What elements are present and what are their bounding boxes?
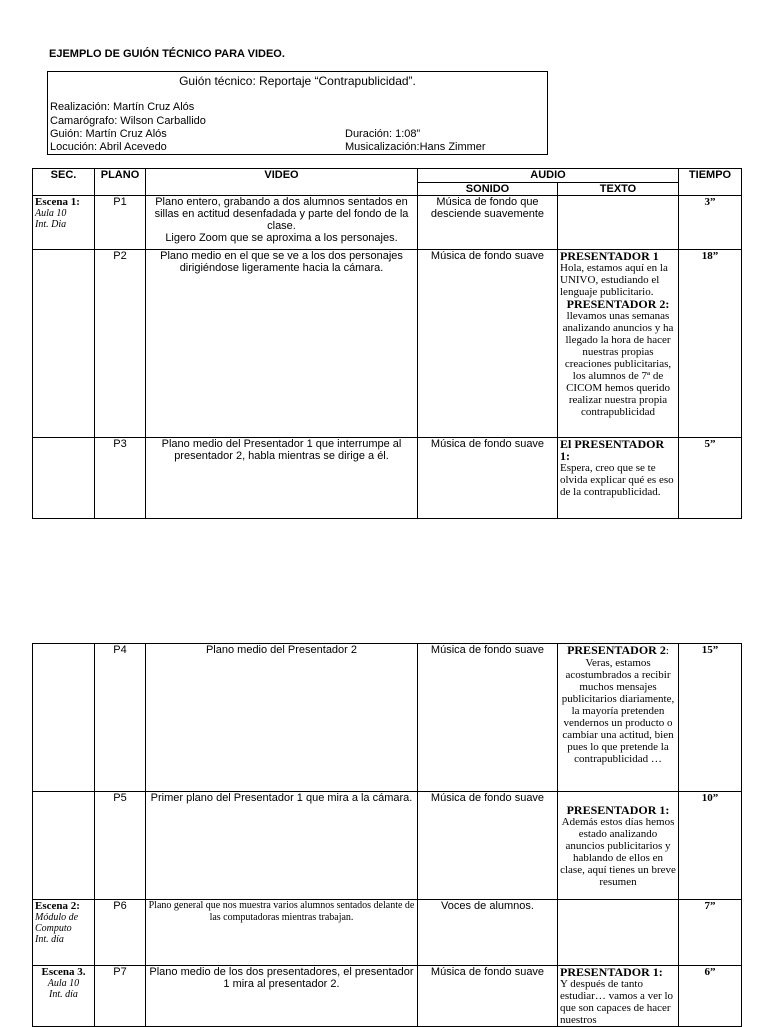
speaker-label: PRESENTADOR 2 [567, 643, 666, 657]
tiempo-cell: 15” [679, 644, 742, 792]
video-cell: Plano medio de los dos presentadores, el presentador 1 mira al presentador 2. [146, 966, 418, 1027]
plano-cell: P2 [95, 250, 146, 438]
speaker-label: El PRESENTADOR 1: [560, 437, 665, 463]
scene-location: Aula 10 [47, 978, 80, 989]
speaker-text-2: llevamos unas semanas analizando anuncios y ha llegado la hora de hacer nuestras propias creaciones publicitarias, los alumnos de 7ª de CICOM hemos querido realizar nuestra propia contrapublicidad [562, 310, 674, 418]
header-plano: PLANO [95, 169, 146, 196]
video-cell: Plano general que nos muestra varios alumnos sentados delante de las computadoras mientras trabajan. [146, 900, 418, 966]
header-sonido: SONIDO [418, 183, 558, 196]
scene-interior: Int. día [35, 934, 64, 945]
locucion: Locución: Abril Acevedo [50, 141, 167, 153]
texto-cell [558, 792, 679, 900]
scene-interior: Int. Dia [35, 219, 67, 230]
sonido-cell: Voces de alumnos. [418, 900, 558, 966]
tiempo-cell: 3” [679, 196, 742, 250]
table-row [33, 250, 742, 438]
header-audio: AUDIO [418, 169, 679, 183]
sonido-cell: Música de fondo suave [418, 966, 558, 1027]
video-cell: Plano medio del Presentador 2 [146, 644, 418, 792]
sec-cell [33, 900, 95, 966]
plano-cell: P6 [95, 900, 146, 966]
plano-cell: P7 [95, 966, 146, 1027]
plano-cell: P3 [95, 438, 146, 519]
tiempo-cell: 5” [679, 438, 742, 519]
sonido-cell: Música de fondo suave [418, 644, 558, 792]
video-cell: Primer plano del Presentador 1 que mira a la cámara. [146, 792, 418, 900]
sonido-cell: Música de fondo suave [418, 438, 558, 519]
texto-cell [558, 196, 679, 250]
video-cell [146, 196, 418, 250]
table-row [33, 196, 742, 250]
speaker-label-suffix: : [665, 645, 669, 657]
document-title: EJEMPLO DE GUIÓN TÉCNICO PARA VIDEO. [49, 48, 285, 60]
sonido-cell: Música de fondo suave [418, 792, 558, 900]
header-texto: TEXTO [558, 183, 679, 196]
sec-cell [33, 438, 95, 519]
speaker-text: Y después de tanto estudiar… vamos a ver lo que son capaces de hacer nuestros [560, 978, 674, 1026]
speaker-label: PRESENTADOR 1: [566, 803, 670, 817]
script-table-1 [32, 168, 742, 519]
scene-name: Escena 1: [35, 196, 80, 208]
speaker-text: Veras, estamos acostumbrados a recibir muchos mensajes publicitarios diariamente, la mayoría pretenden vendernos un producto o cambiar una actitud, bien pues lo que pretende la contrapublicidad … [561, 657, 675, 765]
table-row [33, 792, 742, 900]
table-row [33, 438, 742, 519]
sonido-cell: Música de fondo que desciende suavemente [418, 196, 558, 250]
sec-cell [33, 792, 95, 900]
scene-name: Escena 2: [35, 900, 80, 912]
sec-cell [33, 966, 95, 1027]
speaker-label-2: PRESENTADOR 2: [566, 297, 670, 311]
speaker-text: Además estos días hemos estado analizando anuncios publicitarios y hablando de ellos en clase, aquí tienes un breve resumen [560, 816, 676, 888]
tiempo-cell: 7” [679, 900, 742, 966]
table-row [33, 644, 742, 792]
texto-cell [558, 644, 679, 792]
speaker-text: Espera, creo que se te olvida explicar qué es eso de la contrapublicidad. [560, 462, 674, 498]
video-cell: Plano medio del Presentador 1 que interrumpe al presentador 2, habla mientras se dirige a él. [146, 438, 418, 519]
texto-cell [558, 966, 679, 1027]
guion-author: Guión: Martín Cruz Alós [50, 128, 167, 140]
speaker-label: PRESENTADOR 1 [560, 249, 659, 263]
duracion: Duración: 1:08” [345, 128, 421, 140]
musicalizacion: Musicalización:Hans Zimmer [345, 141, 486, 153]
speaker-text: Hola, estamos aquí en la UNIVO, estudiando el lenguaje publicitario. [560, 262, 668, 298]
video-description-2: Ligero Zoom que se aproxima a los personajes. [165, 232, 398, 244]
sec-cell [33, 250, 95, 438]
texto-cell [558, 900, 679, 966]
tiempo-cell: 10” [679, 792, 742, 900]
video-cell: Plano medio en el que se ve a los dos personajes dirigiéndose ligeramente hacia la cámara. [146, 250, 418, 438]
texto-cell [558, 250, 679, 438]
sec-cell [33, 196, 95, 250]
sonido-cell: Música de fondo suave [418, 250, 558, 438]
camarografo: Camarógrafo: Wilson Carballido [50, 115, 206, 127]
speaker-label: PRESENTADOR 1: [560, 965, 663, 979]
realizacion: Realización: Martín Cruz Alós [50, 101, 195, 113]
script-heading: Guión técnico: Reportaje “Contrapublicidad”. [179, 74, 416, 88]
scene-location: Aula 10 [35, 208, 67, 219]
sec-cell [33, 644, 95, 792]
tiempo-cell: 6” [679, 966, 742, 1027]
header-tiempo: TIEMPO [679, 169, 742, 196]
tiempo-cell: 18” [679, 250, 742, 438]
scene-location: Módulo de Computo [35, 912, 79, 934]
plano-cell: P5 [95, 792, 146, 900]
scene-interior: Int. día [49, 989, 78, 1000]
plano-cell: P1 [95, 196, 146, 250]
table-row [33, 900, 742, 966]
texto-cell [558, 438, 679, 519]
video-description: Plano entero, grabando a dos alumnos sentados en sillas en actitud desenfadada y parte del fondo de la clase. [154, 196, 409, 232]
scene-name: Escena 3. [41, 966, 86, 978]
table-row [33, 966, 742, 1027]
plano-cell: P4 [95, 644, 146, 792]
header-video: VIDEO [146, 169, 418, 196]
header-sec: SEC. [33, 169, 95, 196]
script-table-2 [32, 643, 742, 1027]
info-box [47, 71, 548, 155]
